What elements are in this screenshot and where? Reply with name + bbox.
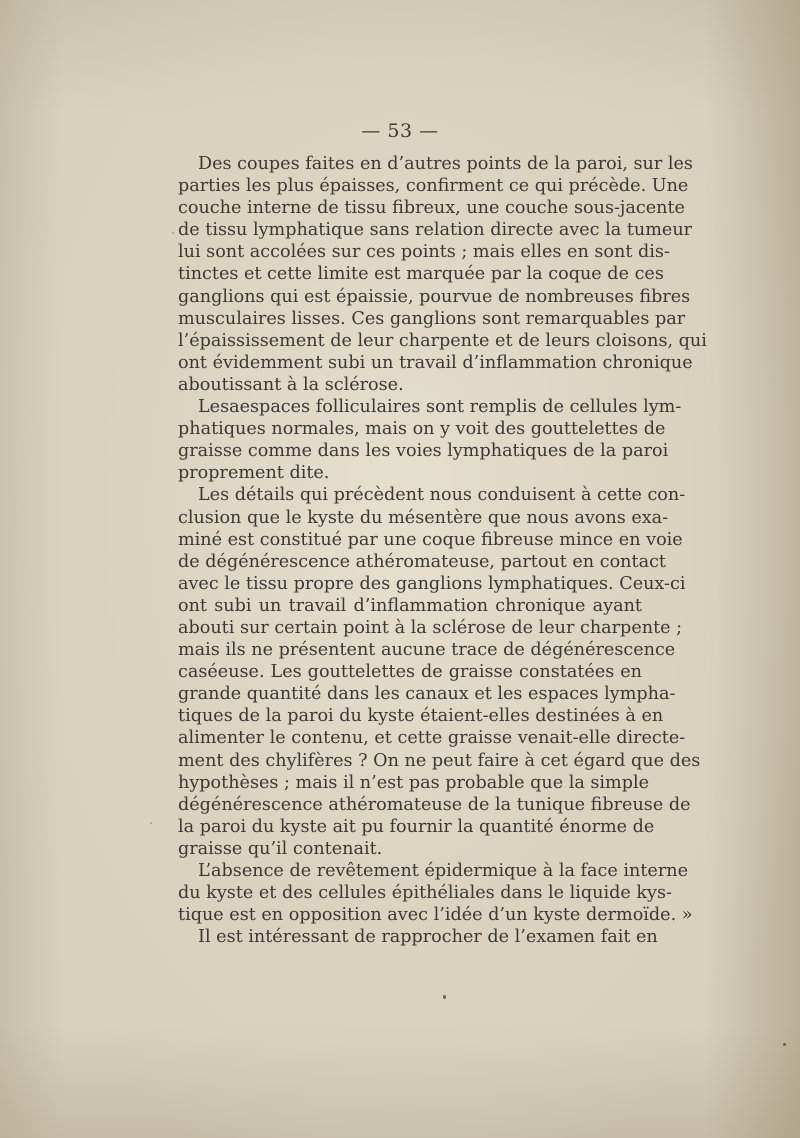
text-line: ont subi un travail d’inflammation chronique ayant	[178, 595, 642, 616]
paper-speck	[150, 822, 152, 824]
text-line: la paroi du kyste ait pu fournir la quantité énorme de	[178, 816, 655, 837]
text-line: ganglions qui est épaissie, pourvue de nombreuses fibres	[178, 286, 691, 307]
text-line: graisse comme dans les voies lymphatiques de la paroi	[178, 441, 669, 462]
text-line: phatiques normales, mais on y voit des gouttelettes de	[178, 419, 666, 440]
text-line: lui sont accolées sur ces points ; mais elles en sont dis-	[178, 242, 670, 263]
paper-speck	[443, 995, 446, 999]
text-line: miné est constitué par une coque fibreuse mince en voie	[178, 529, 683, 550]
text-line: Des coupes faites en d’autres points de la paroi, sur les	[198, 154, 693, 174]
text-line: graisse qu’il contenait.	[178, 838, 383, 859]
text-line: ont évidemment subi un travail d’inflammation chronique	[178, 352, 693, 373]
text-line: l’épaississement de leur charpente et de leurs cloisons, qui	[178, 330, 707, 351]
text-line: L’absence de revêtement épidermique à la face interne	[198, 861, 688, 881]
text-line: de tissu lymphatique sans relation directe avec la tumeur	[178, 220, 693, 241]
text-line: couche interne de tissu fibreux, une couche sous-jacente	[178, 198, 685, 219]
text-line: tinctes et cette limite est marquée par la coque de ces	[178, 264, 664, 285]
text-line: du kyste et des cellules épithéliales dans le liquide kys-	[178, 883, 672, 904]
paper-speck	[172, 232, 174, 234]
text-line: tiques de la paroi du kyste étaient-elles destinées à en	[178, 706, 664, 727]
text-line: aboutissant à la sclérose.	[178, 374, 404, 395]
text-line: dégénérescence athéromateuse de la tunique fibreuse de	[178, 794, 691, 815]
page-number: — 53 —	[361, 120, 439, 142]
text-line: parties les plus épaisses, confirment ce qui précède. Une	[178, 176, 689, 197]
text-line: hypothèses ; mais il n’est pas probable que la simple	[178, 772, 650, 793]
text-line: tique est en opposition avec l’idée d’un kyste dermoïde. »	[178, 905, 693, 926]
text-line: abouti sur certain point à la sclérose de leur charpente ;	[178, 617, 683, 638]
text-line: Lesaespaces folliculaires sont remplis de cellules lym-	[198, 397, 682, 418]
text-line: grande quantité dans les canaux et les espaces lympha-	[178, 684, 676, 705]
body-text	[178, 153, 707, 948]
paper-speck	[783, 1043, 786, 1046]
text-line: de dégénérescence athéromateuse, partout en contact	[178, 551, 666, 572]
text-line: Il est intéressant de rapprocher de l’examen fait en	[198, 927, 658, 948]
text-line: mais ils ne présentent aucune trace de dégénérescence	[178, 640, 676, 661]
text-line: ment des chylifères ? On ne peut faire à cet égard que des	[178, 750, 701, 771]
text-line: alimenter le contenu, et cette graisse venait-elle directe-	[178, 728, 686, 749]
text-line: clusion que le kyste du mésentère que nous avons exa-	[178, 507, 669, 528]
text-line: proprement dite.	[178, 463, 330, 484]
text-line: Les détails qui précèdent nous conduisent à cette con-	[198, 485, 686, 506]
text-line: caséeuse. Les gouttelettes de graisse constatées en	[178, 662, 642, 683]
text-line: musculaires lisses. Ces ganglions sont remarquables par	[178, 308, 686, 329]
text-line: avec le tissu propre des ganglions lymphatiques. Ceux-ci	[178, 573, 686, 594]
